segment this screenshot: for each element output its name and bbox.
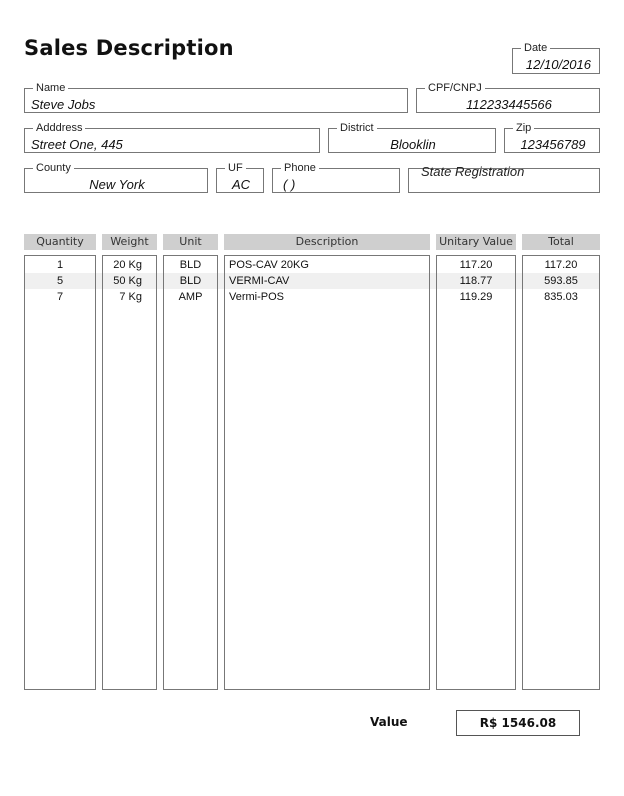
header-quantity: Quantity <box>24 234 96 250</box>
cell-description: VERMI-CAV <box>229 275 290 287</box>
cell-weight: 50 Kg <box>113 275 142 287</box>
zip-field[interactable] <box>504 122 600 153</box>
date-label: Date <box>521 42 550 55</box>
column-description <box>224 255 430 690</box>
cpf-cnpj-label: CPF/CNPJ <box>425 82 485 95</box>
phone-field[interactable] <box>272 162 400 193</box>
column-unitary-value <box>436 255 516 690</box>
district-label: District <box>337 122 377 135</box>
cell-unitary-value: 118.77 <box>459 275 493 287</box>
address-value: Street One, 445 <box>31 137 123 152</box>
cpf-cnpj-field[interactable] <box>416 82 600 113</box>
uf-label: UF <box>225 162 246 175</box>
value-label: Value <box>370 715 408 729</box>
district-field[interactable] <box>328 122 496 153</box>
cell-quantity: 1 <box>56 259 64 271</box>
address-field[interactable] <box>24 122 320 153</box>
header-unitary-value: Unitary Value <box>436 234 516 250</box>
zip-value: 123456789 <box>520 137 586 152</box>
cell-unit: BLD <box>179 275 202 287</box>
cell-unit: BLD <box>179 259 202 271</box>
cell-description: Vermi-POS <box>229 291 285 303</box>
column-weight <box>102 255 157 690</box>
state-registration-field[interactable] <box>408 164 600 193</box>
name-label: Name <box>33 82 68 95</box>
header-total: Total <box>522 234 600 250</box>
cell-weight: 20 Kg <box>113 259 142 271</box>
column-quantity <box>24 255 96 690</box>
phone-value: ( ) <box>283 177 296 192</box>
cell-quantity: 7 <box>56 291 64 303</box>
page-title: Sales Description <box>24 36 234 60</box>
county-field[interactable] <box>24 162 208 193</box>
name-value: Steve Jobs <box>31 97 96 112</box>
address-label: Adddress <box>33 122 85 135</box>
cell-total: 593.85 <box>544 275 578 287</box>
column-total <box>522 255 600 690</box>
uf-value: AC <box>231 177 251 192</box>
header-unit: Unit <box>163 234 218 250</box>
date-field[interactable] <box>512 42 600 74</box>
cell-weight: 7 Kg <box>119 291 142 303</box>
header-weight: Weight <box>102 234 157 250</box>
zip-label: Zip <box>513 122 534 135</box>
name-field[interactable] <box>24 82 408 113</box>
uf-field[interactable] <box>216 162 264 193</box>
phone-label: Phone <box>281 162 319 175</box>
cell-total: 835.03 <box>544 291 578 303</box>
header-description: Description <box>224 234 430 250</box>
total-value: R$ 1546.08 <box>456 710 580 736</box>
cell-description: POS-CAV 20KG <box>229 259 309 271</box>
cell-total: 117.20 <box>544 259 578 271</box>
district-value: Blooklin <box>390 137 436 152</box>
state-registration-label: State Registration <box>421 164 525 179</box>
cell-unit: AMP <box>178 291 203 303</box>
cell-quantity: 5 <box>56 275 64 287</box>
cell-unitary-value: 117.20 <box>459 259 493 271</box>
county-label: County <box>33 162 74 175</box>
county-value: New York <box>89 177 145 192</box>
column-unit <box>163 255 218 690</box>
date-value: 12/10/2016 <box>525 57 591 72</box>
cell-unitary-value: 119.29 <box>459 291 493 303</box>
cpf-cnpj-value: 112233445566 <box>466 97 552 112</box>
